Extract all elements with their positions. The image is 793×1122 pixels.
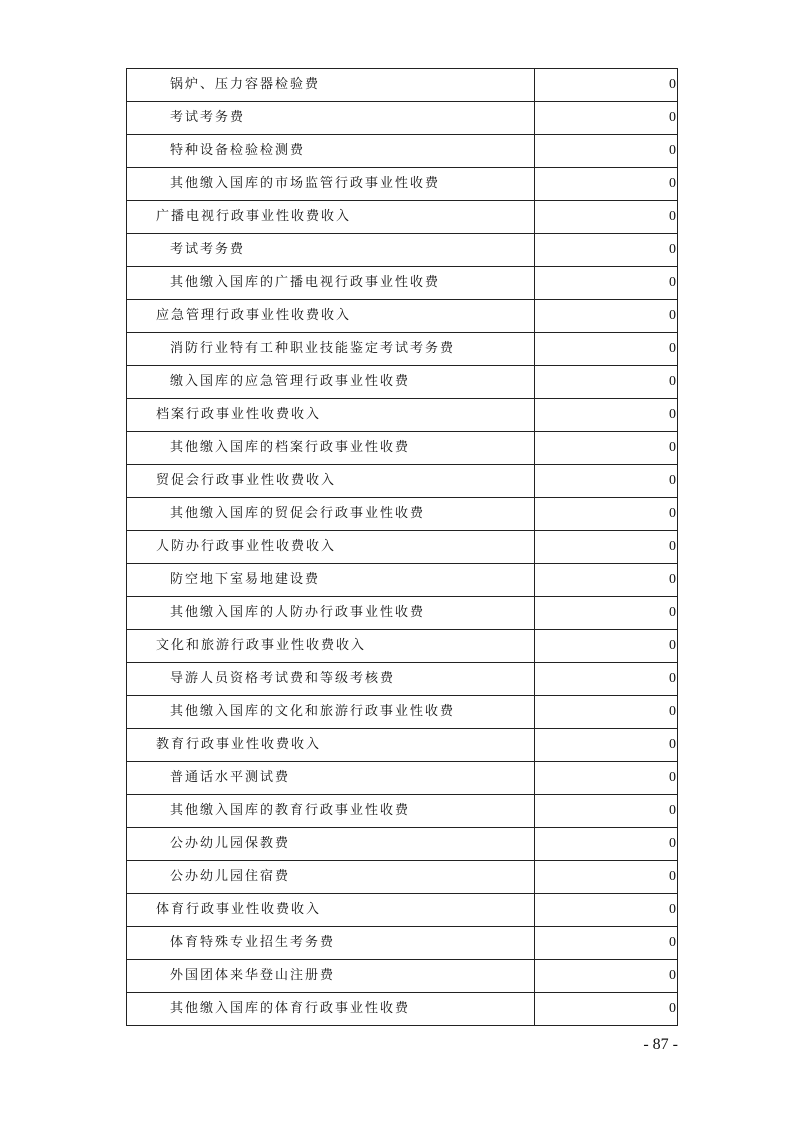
category-name-cell: 应急管理行政事业性收费收入 [127,300,535,333]
item-name-cell: 其他缴入国库的市场监管行政事业性收费 [127,168,535,201]
item-name-cell: 锅炉、压力容器检验费 [127,69,535,102]
item-name-cell: 其他缴入国库的教育行政事业性收费 [127,795,535,828]
category-name-cell: 文化和旅游行政事业性收费收入 [127,630,535,663]
table-row [127,993,678,1026]
item-name-cell: 防空地下室易地建设费 [127,564,535,597]
item-name-cell: 消防行业特有工种职业技能鉴定考试考务费 [127,333,535,366]
amount-cell: 0 [535,465,678,498]
table-row [127,234,678,267]
amount-cell: 0 [535,234,678,267]
amount-cell: 0 [535,894,678,927]
table-body [127,69,678,1026]
table-row [127,300,678,333]
table-row [127,564,678,597]
table-row [127,696,678,729]
amount-cell: 0 [535,597,678,630]
amount-cell: 0 [535,630,678,663]
amount-cell: 0 [535,201,678,234]
item-name-cell: 体育特殊专业招生考务费 [127,927,535,960]
table-row [127,762,678,795]
table-row [127,168,678,201]
table-row [127,465,678,498]
amount-cell: 0 [535,696,678,729]
amount-cell: 0 [535,795,678,828]
amount-cell: 0 [535,729,678,762]
amount-cell: 0 [535,432,678,465]
amount-cell: 0 [535,663,678,696]
table-row [127,267,678,300]
item-name-cell: 其他缴入国库的贸促会行政事业性收费 [127,498,535,531]
amount-cell: 0 [535,960,678,993]
item-name-cell: 考试考务费 [127,102,535,135]
item-name-cell: 公办幼儿园保教费 [127,828,535,861]
table-row [127,135,678,168]
table-row [127,201,678,234]
amount-cell: 0 [535,102,678,135]
table-row [127,366,678,399]
table-row [127,498,678,531]
amount-cell: 0 [535,300,678,333]
table-row [127,531,678,564]
table-row [127,333,678,366]
item-name-cell: 其他缴入国库的文化和旅游行政事业性收费 [127,696,535,729]
category-name-cell: 体育行政事业性收费收入 [127,894,535,927]
item-name-cell: 其他缴入国库的广播电视行政事业性收费 [127,267,535,300]
amount-cell: 0 [535,366,678,399]
item-name-cell: 导游人员资格考试费和等级考核费 [127,663,535,696]
table-row [127,729,678,762]
table-row [127,894,678,927]
item-name-cell: 其他缴入国库的体育行政事业性收费 [127,993,535,1026]
amount-cell: 0 [535,168,678,201]
category-name-cell: 档案行政事业性收费收入 [127,399,535,432]
amount-cell: 0 [535,762,678,795]
amount-cell: 0 [535,993,678,1026]
amount-cell: 0 [535,267,678,300]
table-row [127,960,678,993]
table-row [127,795,678,828]
amount-cell: 0 [535,135,678,168]
revenue-table [126,68,678,1026]
item-name-cell: 特种设备检验检测费 [127,135,535,168]
item-name-cell: 考试考务费 [127,234,535,267]
table-row [127,597,678,630]
table-row [127,69,678,102]
amount-cell: 0 [535,399,678,432]
amount-cell: 0 [535,927,678,960]
item-name-cell: 缴入国库的应急管理行政事业性收费 [127,366,535,399]
table-row [127,861,678,894]
amount-cell: 0 [535,531,678,564]
category-name-cell: 贸促会行政事业性收费收入 [127,465,535,498]
page-number: - 87 - [643,1036,678,1053]
category-name-cell: 广播电视行政事业性收费收入 [127,201,535,234]
amount-cell: 0 [535,69,678,102]
category-name-cell: 教育行政事业性收费收入 [127,729,535,762]
amount-cell: 0 [535,498,678,531]
table-row [127,927,678,960]
amount-cell: 0 [535,828,678,861]
amount-cell: 0 [535,333,678,366]
item-name-cell: 其他缴入国库的人防办行政事业性收费 [127,597,535,630]
item-name-cell: 普通话水平测试费 [127,762,535,795]
table-row [127,399,678,432]
table-row [127,663,678,696]
table-row [127,828,678,861]
amount-cell: 0 [535,861,678,894]
table-row [127,432,678,465]
item-name-cell: 其他缴入国库的档案行政事业性收费 [127,432,535,465]
amount-cell: 0 [535,564,678,597]
table-row [127,102,678,135]
item-name-cell: 公办幼儿园住宿费 [127,861,535,894]
table-row [127,630,678,663]
category-name-cell: 人防办行政事业性收费收入 [127,531,535,564]
item-name-cell: 外国团体来华登山注册费 [127,960,535,993]
